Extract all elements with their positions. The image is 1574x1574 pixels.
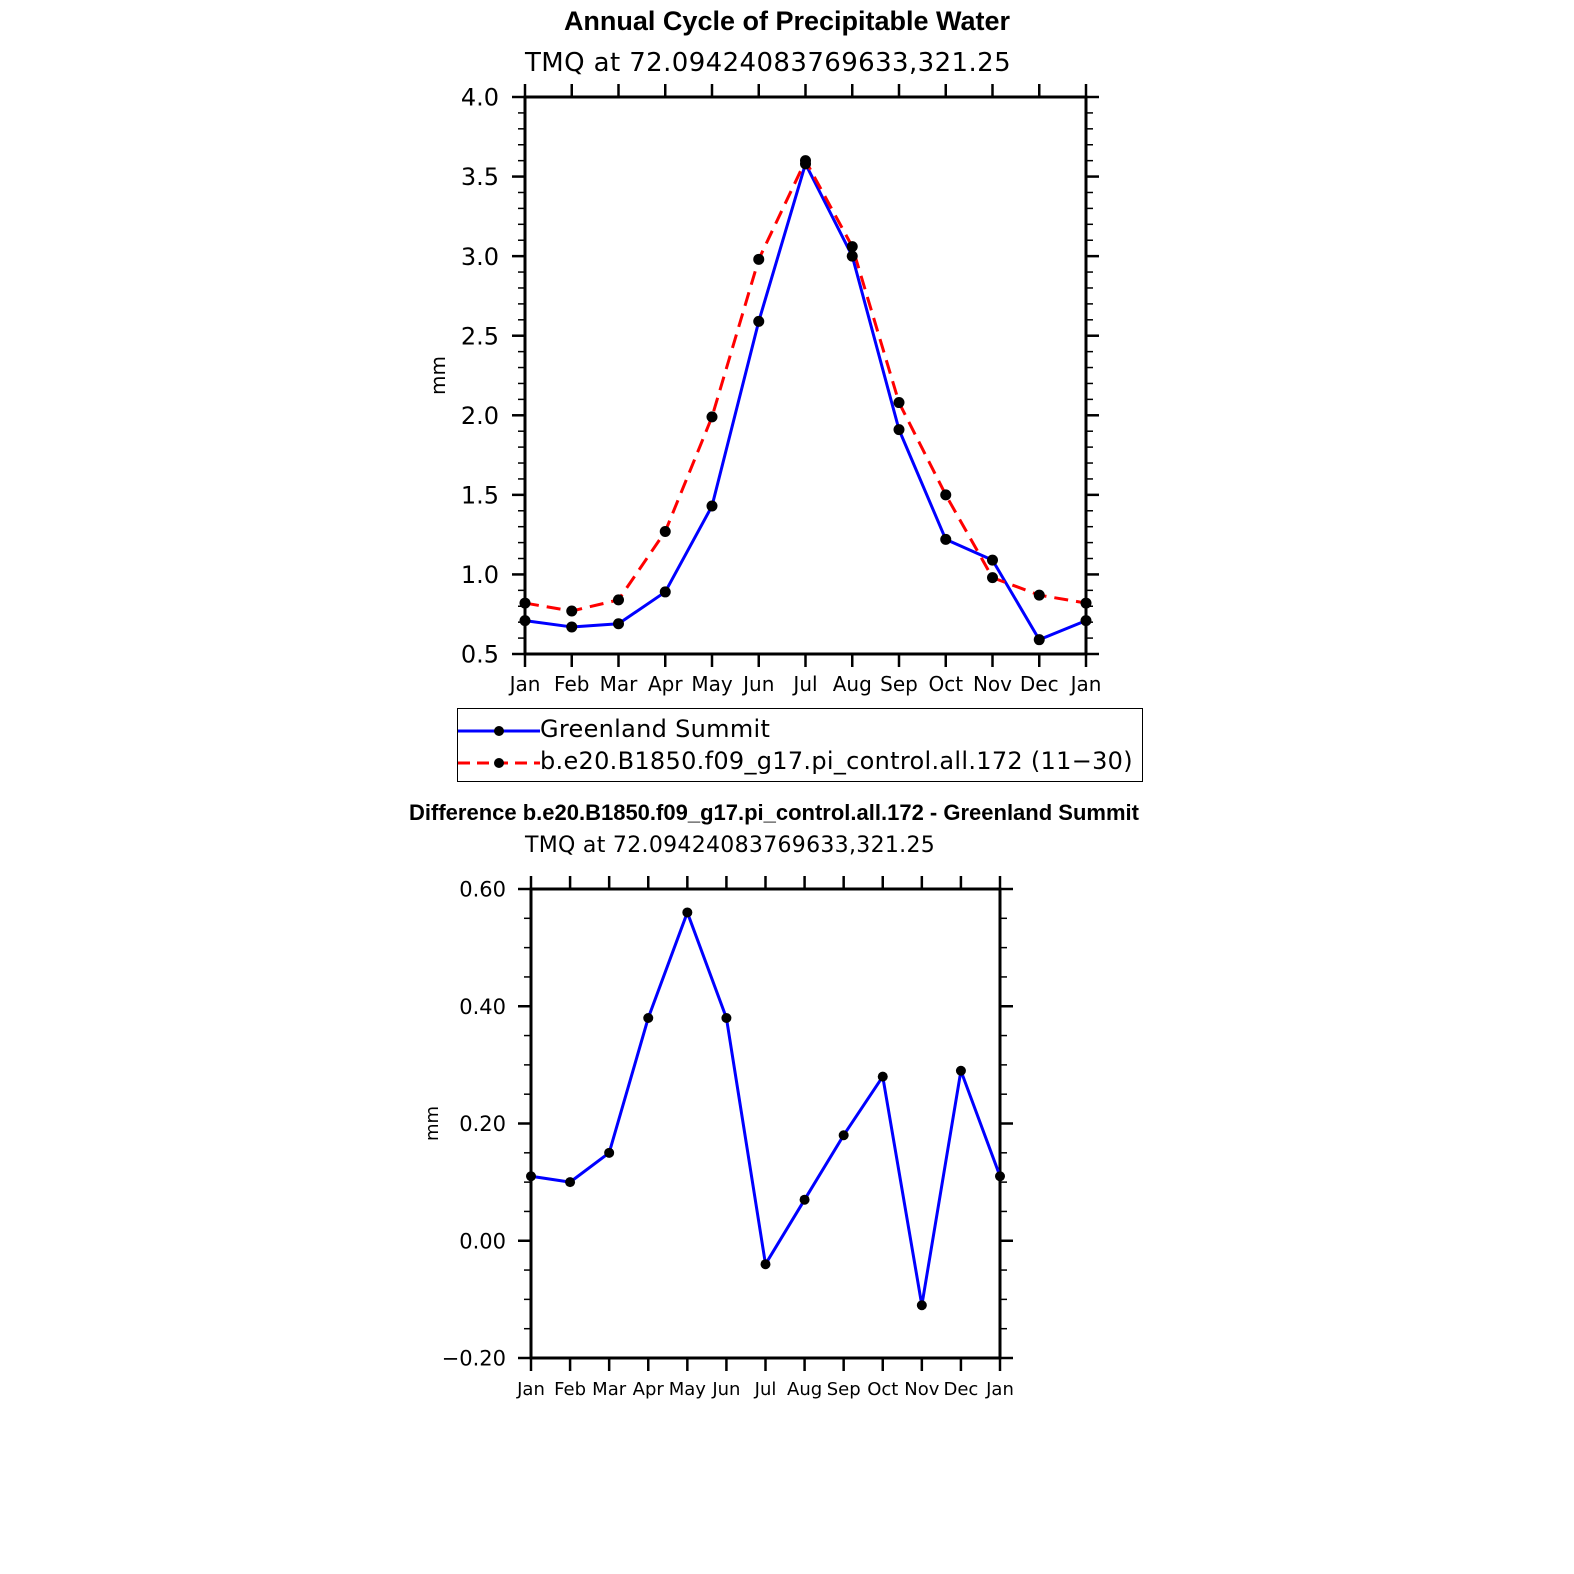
y-tick-label: 0.60 xyxy=(459,877,506,902)
y-tick-label: 1.0 xyxy=(460,561,499,590)
x-tick-label: Jan xyxy=(1070,672,1102,696)
x-tick-label: Aug xyxy=(832,672,872,696)
data-point-0 xyxy=(917,1300,927,1310)
y-tick-label: 0.5 xyxy=(460,640,499,669)
data-point-0 xyxy=(839,1130,849,1140)
x-tick-label: May xyxy=(691,672,733,696)
x-tick-label: Mar xyxy=(599,672,638,696)
y-tick-label: 3.0 xyxy=(460,242,499,271)
y-axis-label: mm xyxy=(426,356,450,395)
y-tick-label: 2.5 xyxy=(460,322,499,351)
x-tick-label: Feb xyxy=(554,672,590,696)
x-tick-label: Apr xyxy=(647,672,683,696)
y-tick-label: −0.20 xyxy=(441,1346,506,1371)
legend-label-model: b.e20.B1850.f09_g17.pi_control.all.172 (11−30) xyxy=(540,747,1133,775)
series-line-0 xyxy=(531,912,1000,1305)
x-tick-label: Mar xyxy=(592,1379,627,1400)
y-tick-label: 1.5 xyxy=(460,481,499,510)
data-point-0 xyxy=(526,1171,536,1181)
x-tick-label: Jan xyxy=(509,672,541,696)
y-axis-label: mm xyxy=(422,1105,443,1142)
data-point-0 xyxy=(956,1066,966,1076)
x-tick-label: Jul xyxy=(754,1379,777,1400)
y-tick-label: 2.0 xyxy=(460,401,499,430)
chart1-title: Annual Cycle of Precipitable Water xyxy=(563,6,1011,36)
x-tick-label: Jul xyxy=(793,672,818,696)
legend-label-greenland-summit: Greenland Summit xyxy=(540,715,771,743)
y-tick-label: 0.20 xyxy=(459,1112,506,1137)
x-tick-label: Dec xyxy=(1019,672,1059,696)
x-tick-label: Dec xyxy=(943,1379,979,1400)
chart2-title: Difference b.e20.B1850.f09_g17.pi_control.all.172 - Greenland Summit xyxy=(409,800,1139,825)
data-point-0 xyxy=(878,1072,888,1082)
y-tick-label: 4.0 xyxy=(460,83,499,112)
x-tick-label: Nov xyxy=(904,1379,940,1400)
x-tick-label: Jun xyxy=(743,672,775,696)
x-tick-label: May xyxy=(668,1379,706,1400)
data-point-0 xyxy=(565,1177,575,1187)
x-tick-label: Feb xyxy=(554,1379,587,1400)
x-tick-label: Oct xyxy=(867,1379,899,1400)
x-tick-label: Jan xyxy=(517,1379,545,1400)
y-tick-label: 3.5 xyxy=(460,163,499,192)
x-tick-label: Nov xyxy=(972,672,1013,696)
y-tick-label: 0.00 xyxy=(459,1229,506,1254)
x-tick-label: Apr xyxy=(632,1379,664,1400)
data-point-0 xyxy=(995,1171,1005,1181)
x-tick-label: Jan xyxy=(986,1379,1014,1400)
data-point-0 xyxy=(604,1148,614,1158)
chart2-frame xyxy=(531,889,1000,1358)
x-tick-label: Aug xyxy=(787,1379,823,1400)
data-point-0 xyxy=(800,1195,810,1205)
data-point-0 xyxy=(761,1259,771,1269)
data-point-0 xyxy=(721,1013,731,1023)
y-tick-label: 0.40 xyxy=(459,994,506,1019)
x-tick-label: Jun xyxy=(712,1379,741,1400)
chart2-subtitle: TMQ at 72.09424083769633,321.25 xyxy=(525,833,936,858)
x-tick-label: Oct xyxy=(928,672,964,696)
data-point-0 xyxy=(682,907,692,917)
data-point-0 xyxy=(643,1013,653,1023)
chart1-subtitle: TMQ at 72.09424083769633,321.25 xyxy=(525,48,1012,78)
x-tick-label: Sep xyxy=(826,1379,861,1400)
x-tick-label: Sep xyxy=(880,672,918,696)
